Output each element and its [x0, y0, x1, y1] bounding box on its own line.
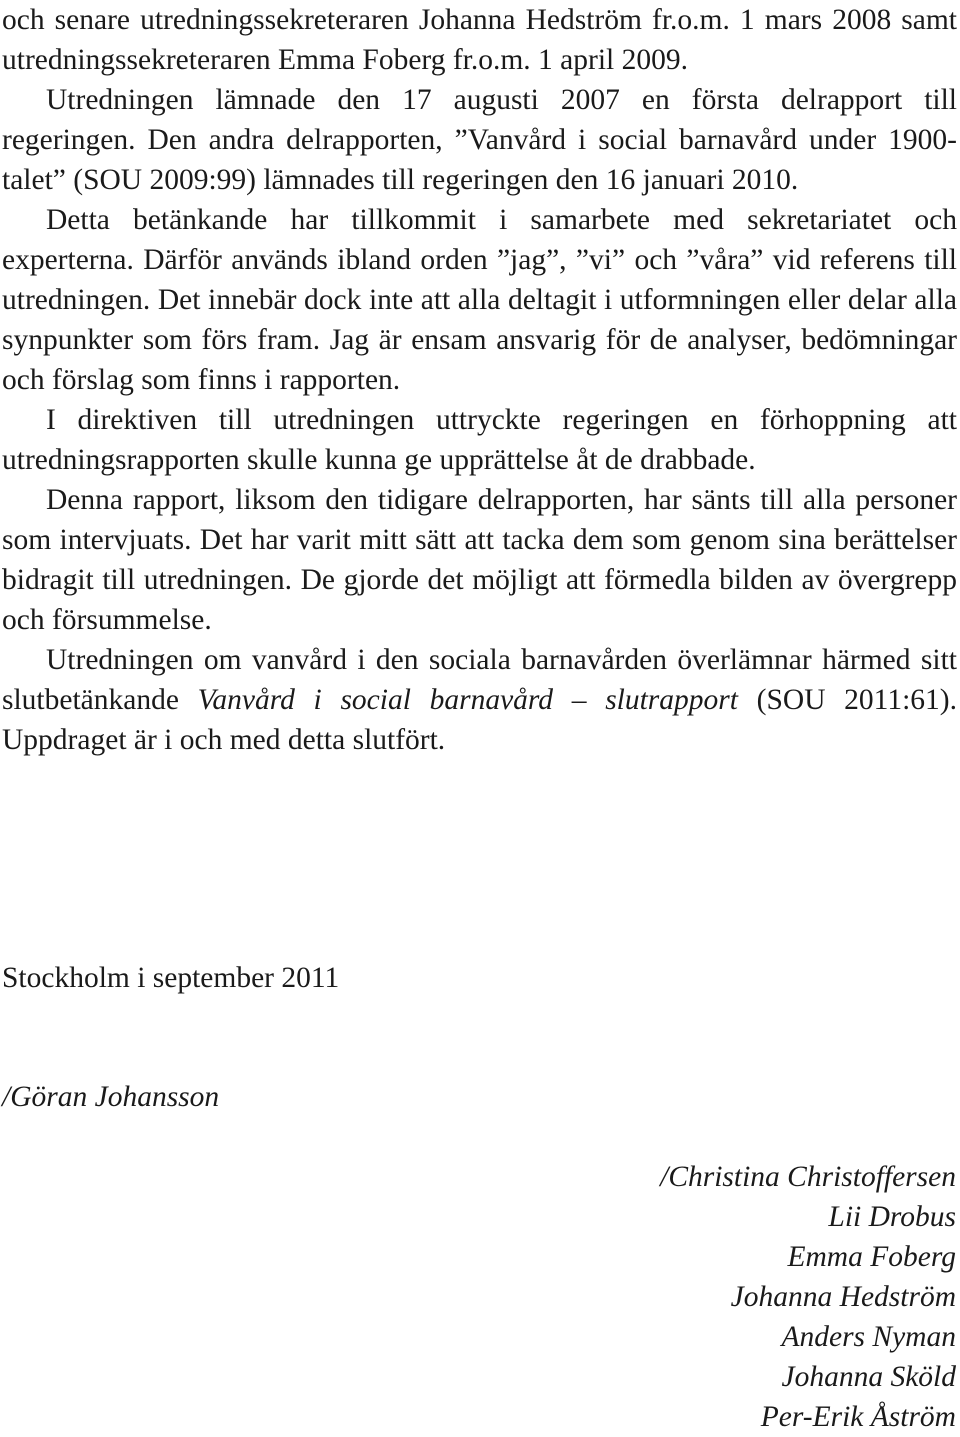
- preface-body: [2, 0, 957, 760]
- paragraph-intervjuade: Denna rapport, liksom den tidigare delrapporten, har sänts till alla personer som intervjuats. Det har varit mitt sätt att tacka dem som genom sina berättelser bidragit till utredningen. De gjorde det möjligt att förmedla bilden av övergrepp och försummelse.: [2, 484, 957, 636]
- signature-name: Lii Drobus: [828, 1201, 956, 1233]
- paragraph-delrapporter: Utredningen lämnade den 17 augusti 2007 en första delrapport till regeringen. Den andra delrapporten, ”Vanvård i social barnavård under 1900-talet” (SOU 2009:99) lämnades till regeringen den 16 januari 2010.: [2, 84, 957, 196]
- paragraph-samarbete: Detta betänkande har tillkommit i samarbete med sekretariatet och experterna. Därför används ibland orden ”jag”, ”vi” och ”våra” vid referens till utredningen. Det innebär dock inte att alla deltagit i utformningen eller delar alla synpunkter som förs fram. Jag är ensam ansvarig för de analyser, bedömningar och förslag som finns i rapporten.: [2, 204, 957, 396]
- report-title: Vanvård i social barnavård – slutrapport: [197, 684, 738, 716]
- signature-name: Emma Foberg: [787, 1241, 956, 1273]
- paragraph-overlamnande-tail: (SOU 2011:61). Uppdraget är i och med detta slutfört.: [2, 684, 957, 756]
- secretariat-signatures: [660, 1157, 956, 1437]
- place-and-date: Stockholm i september 2011: [2, 962, 340, 994]
- chair-signature: /Göran Johansson: [2, 1081, 220, 1113]
- paragraph-continuation: och senare utredningssekreteraren Johanna Hedström fr.o.m. 1 mars 2008 samt utredningssekreteraren Emma Foberg fr.o.m. 1 april 2009.: [2, 4, 957, 76]
- signature-name: Johanna Hedström: [730, 1281, 956, 1313]
- signature-name: /Christina Christoffersen: [660, 1161, 956, 1193]
- signature-name: Johanna Sköld: [781, 1361, 956, 1393]
- paragraph-overlamnande-lead: Utredningen om vanvård i den sociala barnavården överlämnar härmed sitt slutbetänkande: [2, 644, 957, 716]
- paragraph-direktiven: I direktiven till utredningen uttryckte regeringen en förhoppning att utredningsrapporten skulle kunna ge upprättelse åt de drabbade.: [2, 404, 957, 476]
- paragraph-overlamnande: [2, 640, 957, 760]
- signature-name: Anders Nyman: [781, 1321, 956, 1353]
- signature-name: Per-Erik Åström: [760, 1401, 956, 1433]
